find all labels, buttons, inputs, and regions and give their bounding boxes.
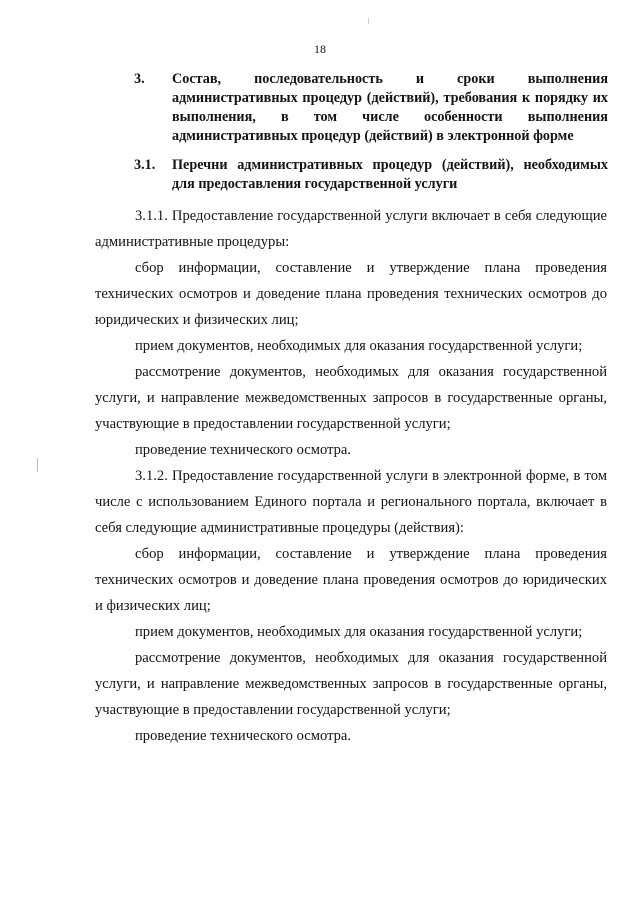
electronic-procedure-item-collect-info: сбор информации, составление и утверждение плана проведения технических осмотров и доведение плана проведения осмотров до юридических и физических лиц; — [95, 546, 607, 614]
section-3-number: 3. — [134, 71, 145, 87]
page-number: 18 — [314, 42, 326, 56]
section-3-1-heading — [134, 156, 608, 194]
section-3-heading — [134, 70, 608, 146]
section-3-1-title: Перечни административных процедур (действий), необходимых для предоставления государственной услуги — [172, 157, 608, 192]
procedure-item-accept-docs: прием документов, необходимых для оказания государственной услуги; — [135, 338, 583, 354]
scan-artifact-margin-line — [37, 458, 38, 472]
procedure-item-collect-info: сбор информации, составление и утверждение плана проведения технических осмотров и доведение плана проведения технических осмотров до юридических и физических лиц; — [95, 260, 607, 328]
procedure-item-review-docs: рассмотрение документов, необходимых для оказания государственной услуги, и направление межведомственных запросов в государственные органы, участвующие в предоставлении государственной услуги; — [95, 364, 607, 432]
scan-artifact-mark — [368, 18, 369, 24]
electronic-procedure-item-review-docs: рассмотрение документов, необходимых для оказания государственной услуги, и направление межведомственных запросов в государственные органы, участвующие в предоставлении государственной услуги; — [95, 650, 607, 718]
electronic-procedure-item-accept-docs: прием документов, необходимых для оказания государственной услуги; — [135, 624, 583, 640]
electronic-procedure-item-inspection: проведение технического осмотра. — [135, 728, 352, 744]
paragraph-3-1-2: 3.1.2. Предоставление государственной услуги в электронной форме, в том числе с использованием Единого портала и регионального портала, включает в себя следующие административные процедуры (действия): — [95, 468, 607, 536]
section-3-1-number: 3.1. — [134, 157, 156, 173]
procedure-item-inspection: проведение технического осмотра. — [135, 442, 352, 458]
section-3-title: Состав, последовательность и сроки выполнения административных процедур (действий), требования к порядку их выполнения, в том числе особенности выполнения административных процедур (действий) в электронной форме — [172, 71, 608, 144]
paragraph-3-1-1: 3.1.1. Предоставление государственной услуги включает в себя следующие административные процедуры: — [95, 208, 607, 250]
